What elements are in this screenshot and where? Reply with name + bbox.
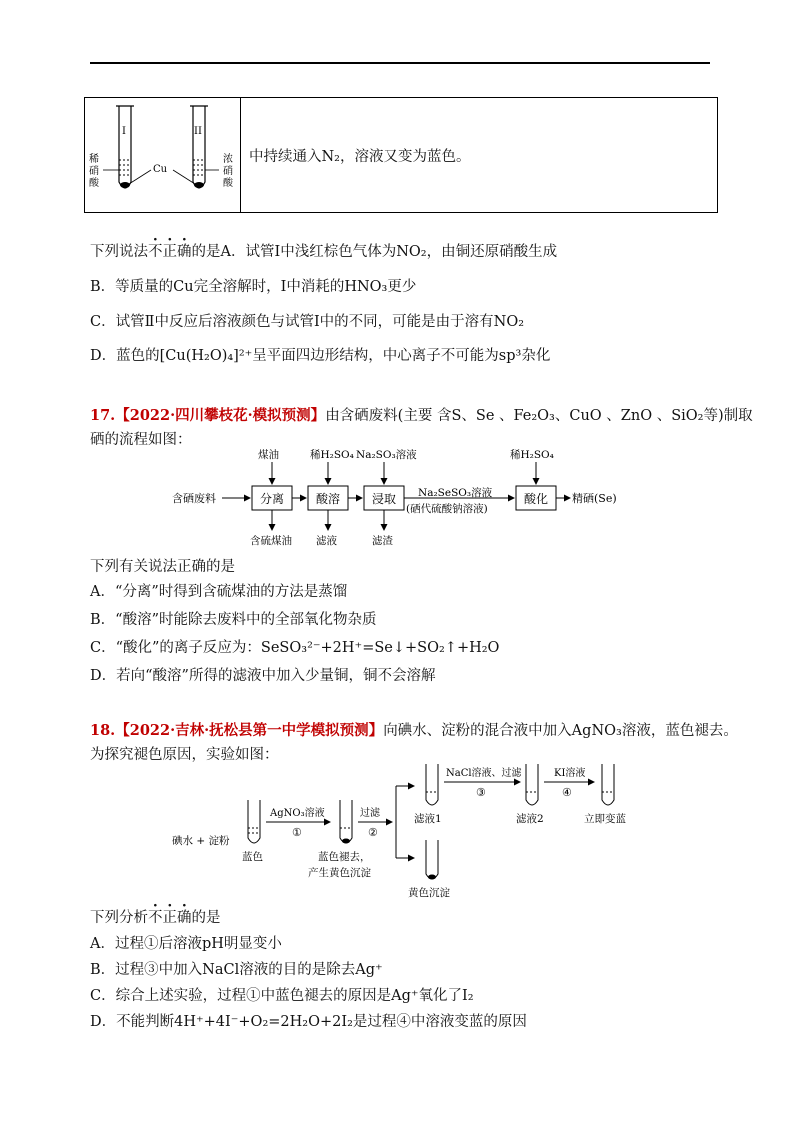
q18-option-a: A．过程①后溶液pH明显变小 bbox=[90, 936, 282, 952]
box4-label: 酸化 bbox=[524, 492, 549, 506]
q17-stem-line1: 由含硒废料(主要 含S、Se 、Fe₂O₃、CuO 、ZnO 、SiO₂等)制取 bbox=[325, 408, 753, 424]
q16-stem-prefix: 下列说法 bbox=[90, 244, 148, 260]
q16-figure-cell bbox=[85, 98, 241, 212]
q18-ask-prefix: 下列分析 bbox=[90, 910, 148, 926]
q17-option-b: B．“酸溶”时能除去废料中的全部氧化物杂质 bbox=[90, 612, 377, 628]
q17-stem-line2: 硒的流程如图： bbox=[90, 432, 192, 448]
q18-number: 18. bbox=[90, 722, 116, 739]
emphasis-char: 不 bbox=[148, 244, 163, 260]
flow-input: 含硒废料 bbox=[172, 492, 216, 505]
q17-option-c: C．“酸化”的离子反应为：SeSO₃²⁻+2H⁺=Se↓+SO₂↑+H₂O bbox=[90, 640, 500, 656]
top3: Na₂SO₃溶液 bbox=[356, 449, 417, 461]
tube1-label: I bbox=[122, 126, 126, 137]
q18-option-b: B．过程③中加入NaCl溶液的目的是除去Ag⁺ bbox=[90, 962, 383, 978]
step4-reagent: KI溶液 bbox=[554, 768, 586, 779]
test-tube-figure bbox=[85, 98, 239, 211]
bottom2: 滤液 bbox=[316, 535, 337, 547]
q16-table-text: 中持续通入N₂，溶液又变为蓝色。 bbox=[249, 148, 471, 165]
step2-num: ② bbox=[368, 826, 378, 839]
emphasis-char: 确 bbox=[177, 244, 192, 260]
q18-precipitate: 黄色沉淀 bbox=[408, 887, 450, 899]
box3-label: 浸取 bbox=[372, 492, 397, 506]
q17-ask: 下列有关说法正确的是 bbox=[90, 559, 235, 575]
q16-figure-table bbox=[84, 97, 718, 213]
left-acid-2: 硝 bbox=[89, 166, 99, 177]
step3-num: ③ bbox=[476, 786, 486, 799]
q16-option-d: D．蓝色的[Cu(H₂O)₄]²⁺呈平面四边形结构，中心离子不可能为sp³杂化 bbox=[90, 348, 551, 364]
right-acid-3: 酸 bbox=[223, 178, 233, 189]
box1-label: 分离 bbox=[260, 492, 285, 506]
q18-stem-line2: 为探究褪色原因，实验如图： bbox=[90, 747, 279, 763]
q18-blue: 蓝色 bbox=[242, 851, 263, 863]
q17-option-d: D．若向“酸溶”所得的滤液中加入少量铜，铜不会溶解 bbox=[90, 668, 436, 684]
q17-number: 17. bbox=[90, 407, 116, 424]
q16-stem-suffix: 的是A．试管Ⅰ中浅红棕色气体为NO₂，由铜还原硝酸生成 bbox=[191, 244, 558, 260]
q17-header bbox=[90, 404, 753, 425]
tube2-label: II bbox=[194, 126, 202, 137]
q17-flow-diagram bbox=[170, 446, 630, 550]
flow-mid: Na₂SeSO₃溶液 bbox=[418, 487, 493, 499]
step2-reagent: 过滤 bbox=[360, 808, 380, 819]
left-acid-1: 稀 bbox=[89, 154, 99, 165]
step1-reagent: AgNO₃溶液 bbox=[270, 808, 325, 819]
filtrate1: 滤液1 bbox=[414, 813, 442, 825]
top1: 煤油 bbox=[258, 449, 279, 461]
q18-ask bbox=[90, 906, 221, 927]
right-acid-1: 浓 bbox=[223, 154, 233, 165]
q18-option-d: D．不能判断4H⁺+4I⁻+O₂=2H₂O+2I₂是过程④中溶液变蓝的原因 bbox=[90, 1014, 527, 1030]
q18-header bbox=[90, 719, 738, 740]
q16-stem bbox=[90, 240, 557, 261]
bottom1: 含硫煤油 bbox=[250, 535, 292, 547]
q17-source: 【2022·四川攀枝花·模拟预测】 bbox=[115, 407, 326, 424]
q18-stem-line1: 向碘水、淀粉的混合液中加入AgNO₃溶液，蓝色褪去。 bbox=[383, 723, 738, 739]
q16-option-b: B．等质量的Cu完全溶解时，Ⅰ中消耗的HNO₃更少 bbox=[90, 279, 417, 295]
q18-option-c: C．综合上述实验，过程①中蓝色褪去的原因是Ag⁺氧化了I₂ bbox=[90, 988, 474, 1004]
top4: 稀H₂SO₄ bbox=[510, 449, 554, 461]
emphasis-char: 正 bbox=[162, 244, 177, 260]
top2: 稀H₂SO₄ bbox=[310, 449, 354, 461]
bottom3: 滤渣 bbox=[372, 535, 393, 547]
header-rule bbox=[90, 62, 710, 64]
step3-reagent: NaCl溶液、过滤 bbox=[446, 768, 522, 779]
q18-result: 立即变蓝 bbox=[584, 813, 626, 825]
q16-option-c: C．试管Ⅱ中反应后溶液颜色与试管Ⅰ中的不同，可能是由于溶有NO₂ bbox=[90, 314, 525, 330]
q18-ask-suffix: 的是 bbox=[191, 910, 221, 926]
cu-label: Cu bbox=[153, 164, 168, 175]
q18-source: 【2022·吉林·抚松县第一中学模拟预测】 bbox=[115, 722, 384, 739]
filtrate2: 滤液2 bbox=[516, 813, 544, 825]
q17-option-a: A．“分离”时得到含硫煤油的方法是蒸馏 bbox=[90, 584, 348, 600]
flow-output: 精硒(Se) bbox=[572, 492, 617, 505]
emphasis-char: 不 bbox=[148, 910, 163, 926]
box2-label: 酸溶 bbox=[316, 492, 341, 506]
step4-num: ④ bbox=[562, 786, 572, 799]
step1-num: ① bbox=[292, 826, 302, 839]
emphasis-char: 正 bbox=[162, 910, 177, 926]
flow-mid-note: (硒代硫酸钠溶液) bbox=[406, 503, 488, 515]
q18-mid2: 产生黄色沉淀 bbox=[308, 867, 371, 879]
right-acid-2: 硝 bbox=[223, 166, 233, 177]
emphasis-char: 确 bbox=[177, 910, 192, 926]
left-acid-3: 酸 bbox=[89, 178, 99, 189]
q18-flow-diagram bbox=[170, 762, 640, 904]
q18-start: 碘水 + 淀粉 bbox=[172, 835, 230, 847]
q18-mid1: 蓝色褪去， bbox=[318, 851, 371, 863]
